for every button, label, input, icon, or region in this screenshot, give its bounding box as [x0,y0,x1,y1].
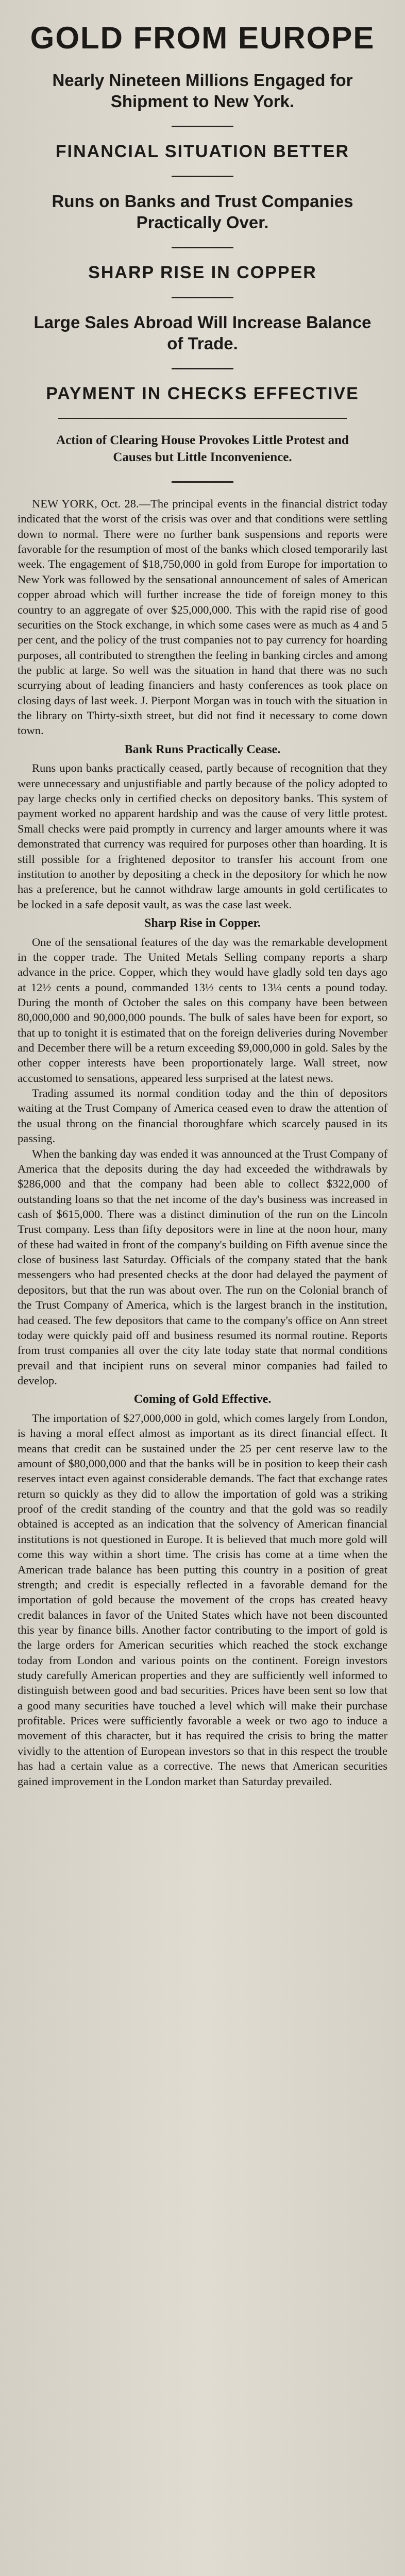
headline: GOLD FROM EUROPE [30,21,375,55]
divider [172,126,233,127]
paragraph: Runs upon banks practically ceased, partly because of recognition that they were unnecessary and unjustifiable and partly because of the policy adopted to pay large checks only in certified checks on depository banks. This system of payment worked no apparent hardship and was the cause of very little protest. Small checks were paid promptly in currency and larger amounts where it was demonstrated that currency was required for purposes other than hoarding. It is still possible for a frightened depositor to transfer his account from one institution to another by depositing a check in the depository for which he now has a preference, but he cannot withdraw large amounts in gold certificates to be locked in a safe deposit vault, as was the case last week. [18,761,387,911]
subhead-bank-runs: Bank Runs Practically Cease. [124,742,281,756]
subhead-gold-effective: Coming of Gold Effective. [133,1393,272,1406]
divider [172,247,233,248]
subhead-copper: Sharp Rise in Copper. [144,916,261,930]
deck-runs-on-banks: Runs on Banks and Trust Companies Practically Over. [52,192,353,232]
article-body [18,496,387,1789]
deck-gold-engaged: Nearly Nineteen Millions Engaged for Shipment to New York. [52,71,353,111]
deck-sharp-rise-copper: SHARP RISE IN COPPER [88,262,317,282]
paragraph: Trading assumed its normal condition today and the thin of depositors waiting at the Trust Company of America ceased even to draw the attention of the usual throng on the financial thoroughfare which scarcely paused in its passing. [18,1087,387,1145]
divider [172,481,233,483]
paragraph: NEW YORK, Oct. 28.—The principal events in the financial district today indicated that the worst of the crisis was over and that conditions were settling down to normal. There were no further bank suspensions and reports were favorable for the resumption of most of the banks which closed temporarily last week. The engagement of $18,750,000 in gold from Europe for importation to New York was followed by the sensational announcement of sales of American copper abroad which will further increase the tide of foreign money to this country to an aggregate of over $25,000,000. This with the rapid rise of good securities on the Stock exchange, in which some cases were as much as 4 and 5 per cent, and the policy of the trust companies not to pay currency for hoarding purposes, all contributed to strengthen the feeling in banking circles and among the public at large. So well was the situation in hand that there was no such scurrying about of leading financiers and hasty conferences as took place on closing days of last week. J. Pierpont Morgan was in touch with the situation in the library on Thirty-sixth street, but did not find it necessary to come down town. [18,497,387,737]
deck-payment-in-checks: PAYMENT IN CHECKS EFFECTIVE [46,383,359,403]
deck-clearing-house-action: Action of Clearing House Provokes Little Protest and Causes but Little Inconvenience. [56,433,349,464]
paragraph: One of the sensational features of the day was the remarkable development in the copper trade. The United Metals Selling company reports a sharp advance in the price. Copper, which they would have gladly sold ten days ago at 12½ cents a pound, commanded 13½ cents to 13¼ cents a pound today. During the month of October the sales on this company have been between 80,000,000 and 90,000,000 pounds. The bulk of sales have been for export, so that up to tonight it is estimated that on the foreign deliveries during November and December there will be a return exceeding $9,000,000 in gold. Sales by the other copper interests have been proportionately large. Wall street, now accustomed to sensations, appeared less surprised at the latest news. [18,935,387,1084]
paragraph: When the banking day was ended it was announced at the Trust Company of America that the deposits during the day had exceeded the withdrawals by $286,000 and that the company had been able to collect $322,000 of outstanding loans so that the net income of the day's business was increased in cash of $615,000. There was a distinct diminution of the run on the Lincoln Trust company. Less than fifty depositors were in line at the noon hour, many of these had waited in front of the company's building on Fifth avenue since the close of business last Saturday. Officials of the company stated that the bank messengers who had presented checks at the door had delayed the payment of depositors, but that the run was about over. The run on the Colonial branch of the Trust Company of America, which is the largest branch in the institution, had ceased. The few depositors that came to the company's office on Ann street today were quickly paid off and business resumed its normal routine. Reports from trust companies all over the city late today state that normal conditions prevail and that incipient runs on several minor companies had failed to develop. [18,1147,387,1387]
divider [172,297,233,298]
divider [58,418,347,419]
divider [172,368,233,369]
divider [172,176,233,177]
deck-large-sales-abroad: Large Sales Abroad Will Increase Balance of Trade. [33,313,372,353]
deck-financial-situation: FINANCIAL SITUATION BETTER [55,141,350,161]
paragraph: The importation of $27,000,000 in gold, which comes largely from London, is having a moral effect almost as important as its direct financial effect. It means that credit can be sustained under the 25 per cent reserve law to the amount of $80,000,000 and that the banks will be in position to keep their cash reserves intact even against considerable demands. The fact that exchange rates return so quickly as they did to allow the importation of gold was a striking proof of the credit standing of the country and that the gold was so readily obtained is accepted as an indication that the solvency of American financial institutions is not questioned in Europe. It is believed that much more gold will come this way within a short time. The crisis has come at a time when the American trade balance has been putting this country in a position of great strength; and credit is especially reflected in a favorable demand for the importation of gold because the movement of the crops has created heavy credit balances in favor of the United States which have not been discounted this year by finance bills. Another factor contributing to the import of gold is the large orders for American securities which reached the stock exchange today from London and various points on the continent. Foreign investors study carefully American properties and they are sufficiently well informed to distinguish between good and bad securities. Prices have been sent so low that a good many securities have touched a level which will make their purchase profitable. Prices were sufficiently favorable a week or two ago to induce a movement of this character, but it has required the crisis to bring the matter vividly to the attention of European investors so that in this respect the trouble has had a certain value as a corrective. The news that American securities gained improvement in the London market than Saturday prevailed. [18,1411,387,1788]
